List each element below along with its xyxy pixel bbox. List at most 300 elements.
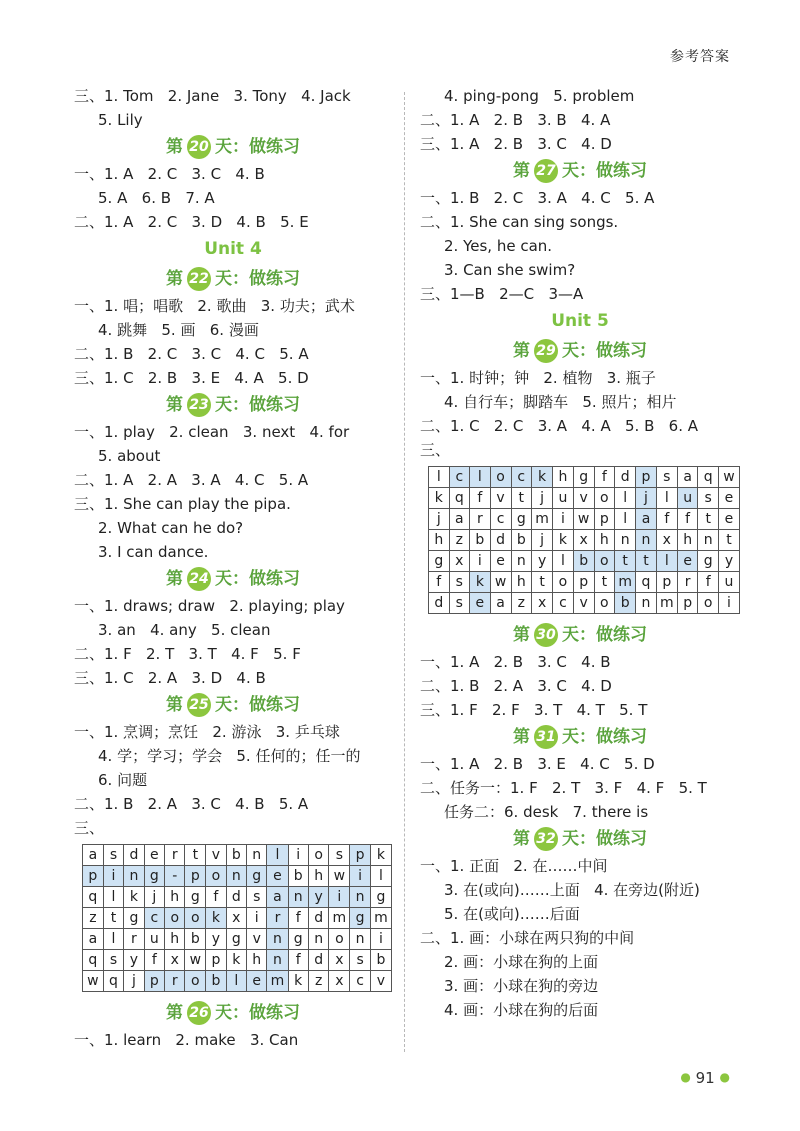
grid-cell: x: [329, 950, 350, 971]
day-number-badge: 25: [187, 693, 211, 717]
grid-cell: r: [165, 845, 185, 866]
grid-cell: y: [718, 551, 739, 572]
grid-cell: u: [144, 929, 164, 950]
grid-cell: i: [288, 845, 308, 866]
grid-cell: q: [83, 887, 104, 908]
grid-cell: f: [698, 572, 719, 593]
grid-cell: a: [267, 887, 288, 908]
grid-cell: v: [573, 593, 594, 614]
grid-row: [429, 593, 740, 614]
grid-cell: a: [490, 593, 511, 614]
grid-cell: c: [553, 593, 574, 614]
grid-cell: b: [206, 971, 226, 992]
grid-cell: k: [288, 971, 308, 992]
grid-cell: o: [185, 908, 206, 929]
grid-cell: a: [83, 845, 104, 866]
grid-cell: x: [532, 593, 553, 614]
grid-cell: h: [165, 929, 185, 950]
grid-cell: f: [288, 908, 308, 929]
answer-line: 4. 自行车；脚踏车 5. 照片；相片: [444, 393, 677, 411]
grid-cell: d: [308, 908, 328, 929]
grid-cell: b: [370, 950, 391, 971]
answer-line: 3. 画：小球在狗的旁边: [444, 977, 599, 995]
grid-cell: b: [511, 530, 532, 551]
grid-cell: f: [594, 467, 615, 488]
grid-cell: e: [490, 551, 511, 572]
day-number-badge: 32: [534, 827, 558, 851]
answer-line: 二、1. C 2. C 3. A 4. A 5. B 6. A: [420, 417, 699, 435]
grid-cell: k: [429, 488, 450, 509]
right-column: [420, 84, 740, 1022]
grid-cell: e: [718, 509, 739, 530]
answer-line: 二、1. B 2. C 3. C 4. C 5. A: [74, 345, 309, 363]
grid-cell: r: [267, 908, 288, 929]
grid-row: [429, 509, 740, 530]
day-heading: 第 25 天：做练习: [166, 695, 300, 715]
grid-cell: n: [288, 887, 308, 908]
grid-cell: i: [718, 593, 739, 614]
grid-cell: k: [370, 845, 391, 866]
grid-cell: j: [636, 488, 657, 509]
grid-cell: l: [370, 866, 391, 887]
grid-cell: b: [470, 530, 491, 551]
grid-cell: l: [429, 467, 450, 488]
grid-cell: s: [698, 488, 719, 509]
grid-cell: k: [553, 530, 574, 551]
grid-row: [429, 467, 740, 488]
grid-cell: -: [165, 866, 185, 887]
grid-cell: y: [308, 887, 328, 908]
grid-cell: g: [288, 929, 308, 950]
grid-cell: i: [350, 866, 370, 887]
answer-line: 二、1. A 2. A 3. A 4. C 5. A: [74, 471, 309, 489]
grid-cell: g: [370, 887, 391, 908]
grid-cell: p: [636, 467, 657, 488]
grid-cell: c: [350, 971, 370, 992]
grid-cell: m: [370, 908, 391, 929]
page-number: ● 91 ●: [680, 1069, 730, 1087]
day-heading: 第 26 天：做练习: [166, 1003, 300, 1023]
grid-cell: m: [615, 572, 636, 593]
grid-cell: v: [573, 488, 594, 509]
grid-cell: x: [165, 950, 185, 971]
grid-cell: c: [490, 509, 511, 530]
grid-cell: q: [83, 950, 104, 971]
grid-row: [83, 908, 392, 929]
grid-cell: g: [247, 866, 267, 887]
grid-cell: i: [247, 908, 267, 929]
grid-cell: s: [449, 572, 470, 593]
grid-cell: s: [329, 845, 350, 866]
grid-cell: h: [308, 866, 328, 887]
grid-cell: s: [656, 467, 677, 488]
day-heading: 第 20 天：做练习: [166, 137, 300, 157]
grid-cell: p: [573, 572, 594, 593]
grid-cell: p: [83, 866, 104, 887]
day-heading: 第 31 天：做练习: [513, 727, 647, 747]
grid-cell: u: [677, 488, 698, 509]
grid-cell: f: [206, 887, 226, 908]
answer-line: 二、1. F 2. T 3. T 4. F 5. F: [74, 645, 301, 663]
day-heading: 第 30 天：做练习: [513, 625, 647, 645]
grid-cell: n: [615, 530, 636, 551]
day-number-badge: 24: [187, 567, 211, 591]
page-header: 参考答案: [670, 49, 730, 65]
answer-line: 二、任务一：1. F 2. T 3. F 4. F 5. T: [420, 779, 707, 797]
grid-cell: n: [308, 929, 328, 950]
grid-cell: i: [329, 887, 350, 908]
grid-cell: b: [226, 845, 246, 866]
grid-cell: a: [449, 509, 470, 530]
grid-cell: v: [370, 971, 391, 992]
grid-cell: n: [350, 887, 370, 908]
answer-line: 一、1. A 2. B 3. C 4. B: [420, 653, 611, 671]
grid-cell: o: [206, 866, 226, 887]
answer-line: 3. I can dance.: [98, 543, 209, 561]
day-number-badge: 29: [534, 339, 558, 363]
grid-cell: h: [594, 530, 615, 551]
grid-row: [83, 887, 392, 908]
grid-cell: o: [698, 593, 719, 614]
grid-cell: t: [615, 551, 636, 572]
grid-cell: o: [165, 908, 185, 929]
answer-line: 二、1. She can sing songs.: [420, 213, 619, 231]
grid-cell: x: [573, 530, 594, 551]
grid-cell: o: [308, 845, 328, 866]
grid-cell: n: [267, 950, 288, 971]
day-heading: 第 24 天：做练习: [166, 569, 300, 589]
grid-cell: c: [511, 467, 532, 488]
grid-cell: d: [226, 887, 246, 908]
day-heading: 第 23 天：做练习: [166, 395, 300, 415]
answer-line: 一、1. draws; draw 2. playing; play: [74, 597, 345, 615]
answer-line: 5. about: [98, 447, 161, 465]
grid-cell: g: [573, 467, 594, 488]
grid-cell: n: [247, 845, 267, 866]
answer-line: 一、1. 唱；唱歌 2. 歌曲 3. 功夫；武术: [74, 297, 355, 315]
grid-cell: v: [490, 488, 511, 509]
grid-cell: c: [144, 908, 164, 929]
day-heading: 第 29 天：做练习: [513, 341, 647, 361]
day-number-badge: 30: [534, 623, 558, 647]
grid-cell: w: [718, 467, 739, 488]
grid-cell: l: [103, 929, 123, 950]
grid-cell: r: [165, 971, 185, 992]
answer-line: 3. an 4. any 5. clean: [98, 621, 271, 639]
grid-cell: o: [594, 551, 615, 572]
grid-cell: k: [226, 950, 246, 971]
grid-cell: m: [329, 908, 350, 929]
grid-cell: n: [636, 593, 657, 614]
unit-heading: Unit 5: [551, 311, 609, 331]
grid-cell: e: [677, 551, 698, 572]
answer-line: 三、1. C 2. A 3. D 4. B: [74, 669, 266, 687]
grid-cell: w: [329, 866, 350, 887]
grid-cell: y: [206, 929, 226, 950]
grid-cell: c: [449, 467, 470, 488]
answer-line: 二、1. 画：小球在两只狗的中间: [420, 929, 635, 947]
grid-cell: s: [449, 593, 470, 614]
answer-line: 三、1. C 2. B 3. E 4. A 5. D: [74, 369, 309, 387]
grid-cell: p: [144, 971, 164, 992]
grid-cell: m: [267, 971, 288, 992]
grid-cell: u: [718, 572, 739, 593]
answer-line: 4. 画：小球在狗的后面: [444, 1001, 599, 1019]
answer-line: 二、1. A 2. C 3. D 4. B 5. E: [74, 213, 309, 231]
grid-cell: z: [83, 908, 104, 929]
answer-line: 任务二：6. desk 7. there is: [444, 803, 649, 821]
grid-cell: g: [144, 866, 164, 887]
answer-line: 一、1. 时钟；钟 2. 植物 3. 瓶子: [420, 369, 656, 387]
answer-line: 三、1. A 2. B 3. C 4. D: [420, 135, 612, 153]
grid-cell: k: [124, 887, 144, 908]
grid-cell: k: [470, 572, 491, 593]
grid-cell: h: [429, 530, 450, 551]
grid-cell: h: [165, 887, 185, 908]
day-heading: 第 27 天：做练习: [513, 161, 647, 181]
grid-cell: n: [124, 866, 144, 887]
grid-cell: v: [247, 929, 267, 950]
answer-line: 二、1. B 2. A 3. C 4. B 5. A: [74, 795, 309, 813]
grid-cell: x: [226, 908, 246, 929]
word-search-grid: [428, 466, 740, 614]
unit-heading: Unit 4: [204, 239, 262, 259]
answer-line: 5. 在(或向)……后面: [444, 905, 580, 923]
grid-cell: j: [124, 971, 144, 992]
answer-line: 二、1. B 2. A 3. C 4. D: [420, 677, 612, 695]
grid-cell: t: [532, 572, 553, 593]
day-number-badge: 22: [187, 267, 211, 291]
answer-line: 一、1. 烹调；烹饪 2. 游泳 3. 乒乓球: [74, 723, 340, 741]
grid-cell: f: [144, 950, 164, 971]
answer-line: 3. 在(或向)……上面 4. 在旁边(附近): [444, 881, 700, 899]
word-search-grid: [82, 844, 392, 992]
grid-cell: j: [532, 530, 553, 551]
grid-cell: z: [308, 971, 328, 992]
grid-cell: b: [185, 929, 206, 950]
grid-cell: a: [677, 467, 698, 488]
grid-cell: g: [511, 509, 532, 530]
answer-line: 6. 问题: [98, 771, 148, 789]
grid-cell: f: [656, 509, 677, 530]
grid-cell: e: [718, 488, 739, 509]
grid-cell: e: [267, 866, 288, 887]
grid-cell: w: [490, 572, 511, 593]
grid-cell: u: [553, 488, 574, 509]
grid-cell: w: [573, 509, 594, 530]
grid-cell: l: [226, 971, 246, 992]
grid-cell: n: [511, 551, 532, 572]
grid-cell: b: [288, 866, 308, 887]
grid-cell: i: [103, 866, 123, 887]
grid-cell: r: [677, 572, 698, 593]
grid-cell: p: [677, 593, 698, 614]
grid-row: [83, 845, 392, 866]
grid-cell: j: [429, 509, 450, 530]
grid-cell: l: [615, 488, 636, 509]
grid-cell: s: [103, 950, 123, 971]
grid-cell: d: [429, 593, 450, 614]
grid-cell: r: [470, 509, 491, 530]
grid-cell: t: [698, 509, 719, 530]
grid-cell: d: [124, 845, 144, 866]
grid-cell: p: [350, 845, 370, 866]
grid-cell: t: [636, 551, 657, 572]
grid-cell: l: [103, 887, 123, 908]
grid-cell: v: [206, 845, 226, 866]
grid-cell: h: [677, 530, 698, 551]
grid-cell: g: [124, 908, 144, 929]
grid-cell: l: [656, 551, 677, 572]
grid-cell: b: [615, 593, 636, 614]
grid-cell: s: [247, 887, 267, 908]
grid-cell: e: [247, 971, 267, 992]
grid-row: [429, 551, 740, 572]
grid-row: [429, 572, 740, 593]
grid-cell: k: [206, 908, 226, 929]
grid-cell: n: [226, 866, 246, 887]
grid-cell: p: [594, 509, 615, 530]
grid-cell: l: [656, 488, 677, 509]
grid-cell: o: [185, 971, 206, 992]
grid-cell: g: [350, 908, 370, 929]
grid-cell: t: [511, 488, 532, 509]
grid-cell: x: [656, 530, 677, 551]
grid-cell: o: [329, 929, 350, 950]
grid-cell: y: [124, 950, 144, 971]
grid-cell: g: [698, 551, 719, 572]
answer-line: 一、1. learn 2. make 3. Can: [74, 1031, 299, 1049]
grid-cell: a: [83, 929, 104, 950]
grid-cell: o: [594, 593, 615, 614]
grid-cell: q: [449, 488, 470, 509]
grid-cell: t: [185, 845, 206, 866]
grid-cell: k: [532, 467, 553, 488]
grid-row: [429, 488, 740, 509]
grid-cell: i: [370, 929, 391, 950]
grid-cell: t: [718, 530, 739, 551]
grid-cell: f: [429, 572, 450, 593]
answer-line: 4. ping-pong 5. problem: [444, 87, 635, 105]
answer-line: 一、1. 正面 2. 在……中间: [420, 857, 608, 875]
grid-cell: f: [677, 509, 698, 530]
answer-line: 一、1. A 2. B 3. E 4. C 5. D: [420, 755, 655, 773]
grid-cell: w: [83, 971, 104, 992]
answer-line: 4. 跳舞 5. 画 6. 漫画: [98, 321, 259, 339]
grid-cell: h: [247, 950, 267, 971]
grid-cell: b: [573, 551, 594, 572]
answer-line: 三、1. F 2. F 3. T 4. T 5. T: [420, 701, 648, 719]
grid-cell: g: [185, 887, 206, 908]
grid-cell: d: [490, 530, 511, 551]
grid-cell: x: [329, 971, 350, 992]
grid-cell: t: [594, 572, 615, 593]
grid-cell: a: [636, 509, 657, 530]
grid-cell: s: [103, 845, 123, 866]
grid-cell: j: [532, 488, 553, 509]
grid-cell: o: [553, 572, 574, 593]
grid-cell: j: [144, 887, 164, 908]
answer-line: 三、: [74, 819, 105, 837]
grid-row: [83, 950, 392, 971]
grid-cell: q: [698, 467, 719, 488]
grid-cell: o: [490, 467, 511, 488]
answer-line: 三、1—B 2—C 3—A: [420, 285, 584, 303]
grid-cell: p: [206, 950, 226, 971]
answer-line: 三、1. She can play the pipa.: [74, 495, 291, 513]
grid-cell: l: [470, 467, 491, 488]
grid-cell: x: [449, 551, 470, 572]
answer-line: 一、1. play 2. clean 3. next 4. for: [74, 423, 350, 441]
grid-cell: q: [103, 971, 123, 992]
day-number-badge: 27: [534, 159, 558, 183]
day-number-badge: 23: [187, 393, 211, 417]
grid-cell: h: [511, 572, 532, 593]
grid-row: [429, 530, 740, 551]
day-heading: 第 32 天：做练习: [513, 829, 647, 849]
grid-cell: d: [308, 950, 328, 971]
answer-line: 三、: [420, 441, 451, 459]
grid-cell: e: [470, 593, 491, 614]
grid-cell: l: [267, 845, 288, 866]
answer-line: 3. Can she swim?: [444, 261, 576, 279]
grid-cell: s: [350, 950, 370, 971]
answer-line: 2. 画：小球在狗的上面: [444, 953, 599, 971]
answer-line: 5. A 6. B 7. A: [98, 189, 215, 207]
grid-cell: h: [553, 467, 574, 488]
answer-line: 2. What can he do?: [98, 519, 244, 537]
answer-line: 三、1. Tom 2. Jane 3. Tony 4. Jack: [74, 87, 351, 105]
grid-cell: n: [350, 929, 370, 950]
day-number-badge: 26: [187, 1001, 211, 1025]
grid-row: [83, 929, 392, 950]
grid-cell: g: [226, 929, 246, 950]
grid-cell: l: [615, 509, 636, 530]
grid-cell: e: [144, 845, 164, 866]
grid-cell: n: [636, 530, 657, 551]
grid-cell: f: [470, 488, 491, 509]
grid-cell: z: [449, 530, 470, 551]
grid-cell: d: [615, 467, 636, 488]
grid-row: [83, 971, 392, 992]
grid-cell: o: [594, 488, 615, 509]
answer-line: 一、1. A 2. C 3. C 4. B: [74, 165, 265, 183]
grid-cell: n: [267, 929, 288, 950]
day-number-badge: 31: [534, 725, 558, 749]
grid-cell: y: [532, 551, 553, 572]
grid-cell: r: [124, 929, 144, 950]
left-column: [74, 84, 392, 1052]
grid-row: [83, 866, 392, 887]
grid-cell: p: [185, 866, 206, 887]
grid-cell: i: [470, 551, 491, 572]
column-divider: [404, 92, 405, 1052]
day-heading: 第 22 天：做练习: [166, 269, 300, 289]
answer-line: 一、1. B 2. C 3. A 4. C 5. A: [420, 189, 655, 207]
answer-line: 2. Yes, he can.: [444, 237, 553, 255]
answer-line: 4. 学；学习；学会 5. 任何的；任一的: [98, 747, 361, 765]
grid-cell: w: [185, 950, 206, 971]
grid-cell: p: [656, 572, 677, 593]
grid-cell: f: [288, 950, 308, 971]
grid-cell: t: [103, 908, 123, 929]
grid-cell: g: [429, 551, 450, 572]
answer-line: 二、1. A 2. B 3. B 4. A: [420, 111, 611, 129]
grid-cell: m: [532, 509, 553, 530]
grid-cell: n: [698, 530, 719, 551]
grid-cell: q: [636, 572, 657, 593]
grid-cell: i: [553, 509, 574, 530]
